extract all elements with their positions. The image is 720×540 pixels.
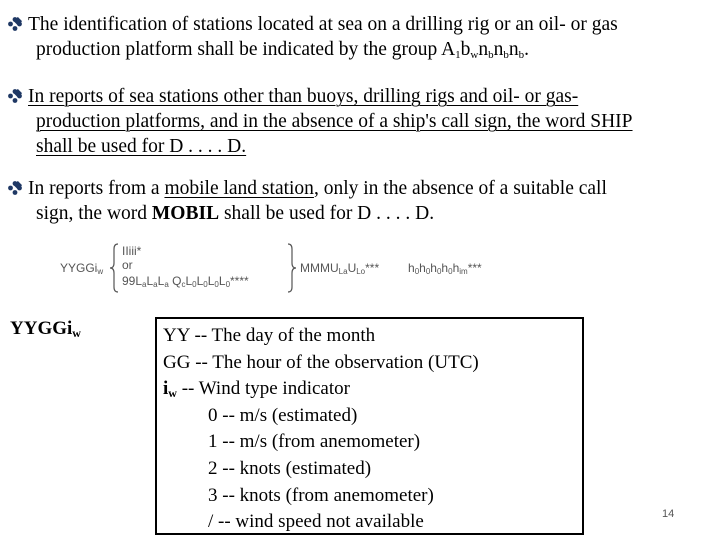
def-yy: YY -- The day of the month [163, 325, 376, 346]
bullet-text: In reports from a [28, 178, 165, 199]
bullet-text: The identification of stations located at sea on a drilling rig or an oil- or gas [28, 14, 618, 35]
bullet-text: In reports of sea stations other than buoys, drilling rigs and oil- or gas- [28, 86, 579, 107]
formula-mmmu: $MMMU_{La}U_{Lo}***$ [300, 261, 380, 276]
diamond-bullet-icon [8, 17, 22, 31]
bullet-line-1 [8, 176, 712, 201]
subscript: w [470, 49, 479, 61]
bullet-line-2 [8, 109, 712, 134]
subscript: b [518, 49, 525, 61]
bullet-mobile-land-station [8, 176, 712, 226]
bullet-text: shall be used for D . . . . D. [219, 203, 435, 224]
bullet-text: production platforms, and in the absence of a ship's call sign, the word SHIP [36, 111, 633, 132]
bullet-text: . [524, 39, 529, 60]
bullet-text-bold: MOBIL [151, 203, 220, 224]
bullet-line-1 [8, 12, 712, 37]
bullet-text: n [493, 39, 504, 60]
bullet-text: sign, the word [36, 203, 152, 224]
formula-99: $99L_aL_aL_a$ $Q_cL_0L_0L_0L_0****$ [122, 274, 249, 289]
bullet-text: n [478, 39, 489, 60]
subscript: b [503, 49, 509, 61]
formula-h: $h_0h_0h_0h_0h_{im}***$ [408, 261, 482, 276]
def-gg: GG -- The hour of the observation (UTC) [163, 351, 479, 373]
bullet-line-2 [8, 201, 712, 226]
bullet-text: n [508, 39, 519, 60]
bullet-line-3 [8, 134, 712, 159]
bullet-text: shall be used for D . . . . D. [36, 136, 247, 157]
def-code: 1 -- m/s (from anemometer) [208, 431, 421, 453]
bullet-text: , only in the absence of a suitable call [313, 178, 607, 199]
def-code: 0 -- m/s (estimated) [208, 404, 358, 426]
bullet-line-2 [8, 37, 712, 62]
def-code: / -- wind speed not available [208, 511, 424, 533]
bullet-line-1 [8, 84, 712, 109]
def-iw: $i_w$ -- Wind type indicator [163, 378, 350, 401]
def-code: 2 -- knots (estimated) [208, 457, 372, 479]
definitions-box [155, 317, 584, 535]
bullet-text-underlined: mobile land station [164, 178, 314, 199]
formula-iiiii: IIiii* [122, 244, 142, 258]
subscript: 1 [455, 49, 461, 61]
formula-yyggi: YYGGi$_w$ [60, 261, 104, 276]
formula-or: or [122, 258, 133, 272]
bullet-text: b [460, 39, 471, 60]
diamond-bullet-icon [8, 89, 22, 103]
code-form-formula [58, 240, 518, 296]
bullet-text: production platform shall be indicated by the group A [36, 39, 456, 60]
page-number: 14 [662, 508, 675, 520]
bullet-ship-call-sign [8, 84, 712, 159]
def-code: 3 -- knots (from anemometer) [208, 484, 434, 506]
subscript: b [488, 49, 494, 61]
diamond-bullet-icon [8, 181, 22, 195]
bullet-drilling-rig [8, 12, 712, 62]
group-label: YYGGi$_w$ [10, 318, 81, 340]
